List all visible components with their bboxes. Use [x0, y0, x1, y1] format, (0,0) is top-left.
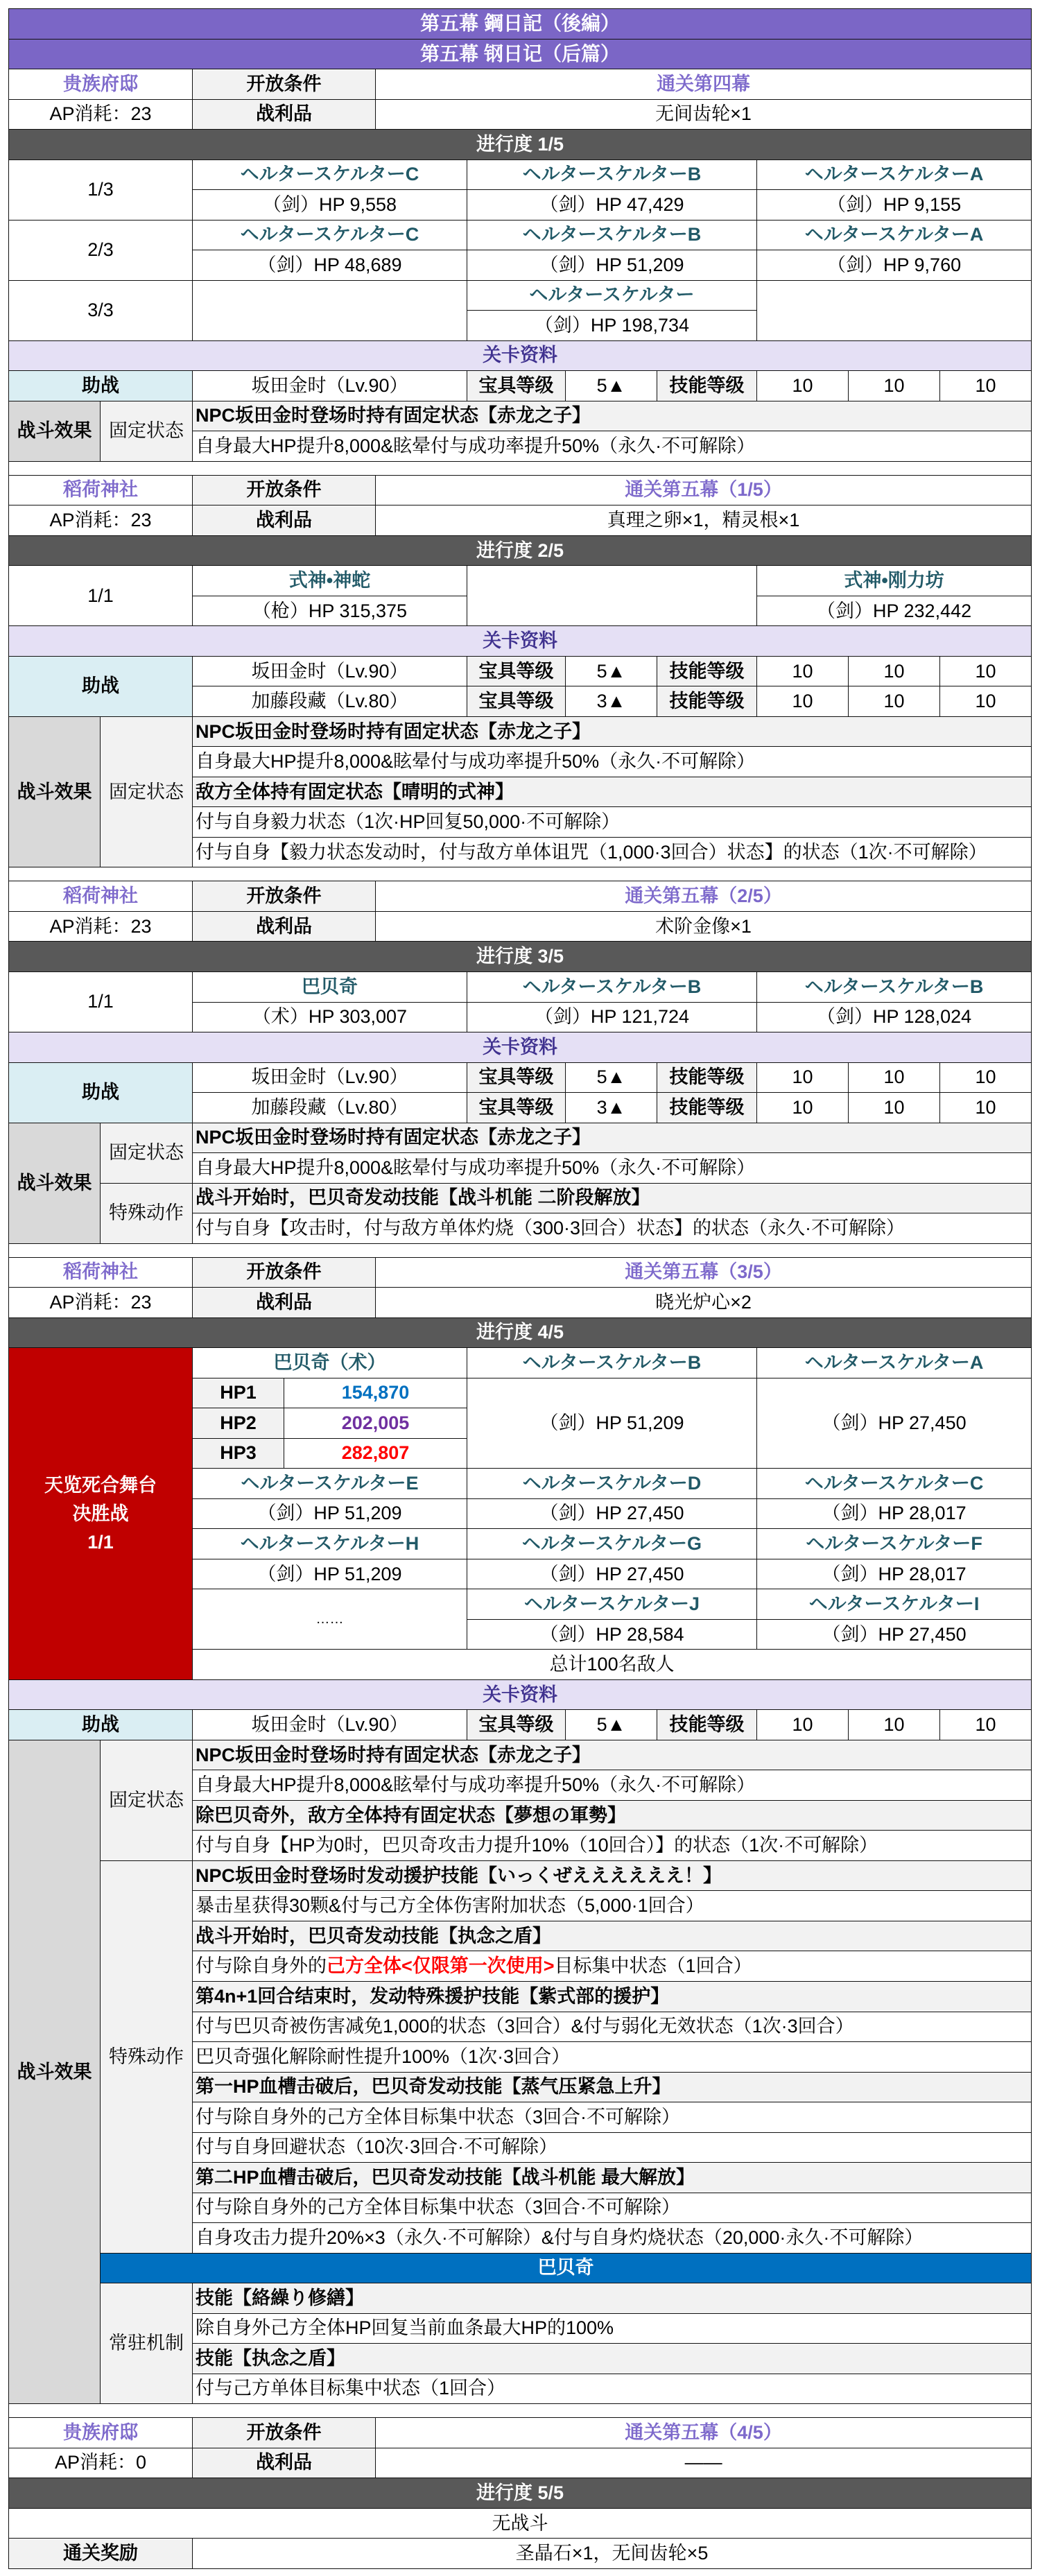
effect-title: 技能【执念之盾】 [193, 2344, 1032, 2374]
effect-row [9, 1860, 1032, 1891]
skill-level-label: 技能等级 [657, 656, 757, 686]
np-level-value: 5▲ [566, 371, 657, 401]
stage-subtitle: 决胜战 [72, 1503, 129, 1524]
fixed-state-label: 固定状态 [101, 401, 193, 461]
effect-row [9, 1123, 1032, 1153]
drops-value: —— [376, 2448, 1032, 2478]
hp-bar-value: 202,005 [284, 1408, 467, 1439]
effect-detail [193, 1951, 1032, 1982]
effect-row [9, 2283, 1032, 2314]
effect-detail: 付与自身回避状态（10次·3回合·不可解除） [193, 2132, 1032, 2163]
enemy-name: ヘルタースケルターB [467, 1348, 757, 1378]
skill-level-3: 10 [940, 686, 1032, 717]
enemy-hp: （术）HP 303,007 [193, 1002, 467, 1032]
effect-detail-text: 付与除自身外的 [196, 1955, 327, 1977]
effect-row [9, 1740, 1032, 1770]
progress-row [9, 130, 1032, 160]
skill-level-1: 10 [757, 686, 849, 717]
enemy-total: 总计100名敌人 [193, 1650, 1032, 1680]
drops-value: 晓光炉心×2 [376, 1288, 1032, 1318]
open-condition-label: 开放条件 [193, 69, 376, 100]
effect-detail: 巴贝奇强化解除耐性提升100%（1次·3回合） [193, 2042, 1032, 2073]
support-servant: 坂田金时（Lv.90） [193, 656, 467, 686]
effect-title: 第二HP血槽击破后，巴贝奇发动技能【战斗机能 最大解放】 [193, 2163, 1032, 2193]
drops-label: 战利品 [193, 2448, 376, 2478]
skill-level-label: 技能等级 [657, 1710, 757, 1740]
enemy-name: ヘルタースケルターB [467, 220, 757, 250]
enemy-hp: （剑）HP 27,450 [757, 1619, 1032, 1650]
final-battle-stage-label [9, 1348, 193, 1680]
section-spacer [9, 461, 1032, 475]
enemy-hp: （剑）HP 198,734 [467, 311, 757, 341]
boss-mechanism-header: 巴贝奇 [101, 2253, 1032, 2283]
quest-guide-table [8, 8, 1032, 2569]
support-servant: 坂田金时（Lv.90） [193, 1710, 467, 1740]
section-spacer [9, 867, 1032, 881]
quest-drops-row [9, 505, 1032, 536]
effect-detail: 付与除自身外的己方全体目标集中状态（3回合·不可解除） [193, 2102, 1032, 2133]
boss-mechanism-header-row [9, 2253, 1032, 2283]
effect-detail: 付与自身【毅力状态发动时，付与敌方单体诅咒（1,000·3回合）状态】的状态（1次·不可解除） [193, 837, 1032, 867]
effect-title: NPC坂田金时登场时持有固定状态【赤龙之子】 [193, 401, 1032, 431]
hp-bar-value: 282,807 [284, 1438, 467, 1469]
support-row [9, 1062, 1032, 1093]
open-condition-value: 通关第五幕（1/5） [376, 475, 1032, 505]
location-name: 稻荷神社 [9, 475, 193, 505]
effect-row [9, 716, 1032, 747]
enemy-name: ヘルタースケルターF [757, 1529, 1032, 1559]
chapter-title-jp: 第五幕 鋼日記（後編） [9, 9, 1032, 40]
skill-level-label: 技能等级 [657, 1062, 757, 1093]
open-condition-label: 开放条件 [193, 475, 376, 505]
hp-bar-label: HP1 [193, 1378, 284, 1408]
enemy-name: ヘルタースケルターB [467, 971, 757, 1002]
progress-header: 进行度 3/5 [9, 942, 1032, 972]
stage-info-row [9, 626, 1032, 657]
clear-reward-label: 通关奖励 [9, 2539, 193, 2569]
progress-row [9, 1317, 1032, 1348]
fixed-state-label: 固定状态 [101, 716, 193, 867]
ap-cost: AP消耗：23 [9, 505, 193, 536]
ap-cost: AP消耗：0 [9, 2448, 193, 2478]
enemy-hp: （剑）HP 27,450 [467, 1559, 757, 1589]
stage-info-header: 关卡资料 [9, 340, 1032, 371]
enemy-hp: （剑）HP 51,209 [193, 1498, 467, 1529]
special-action-label: 特殊动作 [101, 1183, 193, 1243]
enemy-hp: （剑）HP 51,209 [467, 250, 757, 281]
effect-title: 技能【絡繰り修繕】 [193, 2283, 1032, 2314]
quest-drops-row [9, 911, 1032, 942]
np-level-value: 5▲ [566, 656, 657, 686]
effect-detail: 付与除自身外的己方全体目标集中状态（3回合·不可解除） [193, 2193, 1032, 2223]
skill-level-label: 技能等级 [657, 1093, 757, 1123]
enemy-name: ヘルタースケルターC [757, 1469, 1032, 1499]
effect-detail: 自身最大HP提升8,000&眩晕付与成功率提升50%（永久·不可解除） [193, 1770, 1032, 1801]
effect-detail: 暴击星获得30颗&付与己方全体伤害附加状态（5,000·1回合） [193, 1891, 1032, 1921]
skill-level-1: 10 [757, 1062, 849, 1093]
skill-level-label: 技能等级 [657, 371, 757, 401]
enemy-hp: （剑）HP 28,017 [757, 1559, 1032, 1589]
enemy-hp: （剑）HP 48,689 [193, 250, 467, 281]
skill-level-2: 10 [849, 656, 940, 686]
effect-detail: 自身最大HP提升8,000&眩晕付与成功率提升50%（永久·不可解除） [193, 747, 1032, 777]
enemy-hp: （剑）HP 27,450 [757, 1378, 1032, 1469]
hp-bar-label: HP2 [193, 1408, 284, 1439]
location-name: 稻荷神社 [9, 1257, 193, 1288]
clear-reward-row [9, 2539, 1032, 2569]
stage-info-header: 关卡资料 [9, 1679, 1032, 1710]
skill-level-3: 10 [940, 1093, 1032, 1123]
np-level-value: 3▲ [566, 1093, 657, 1123]
ap-cost: AP消耗：23 [9, 911, 193, 942]
effect-title: 第4n+1回合结束时，发动特殊援护技能【紫式部的援护】 [193, 1982, 1032, 2012]
open-condition-value: 通关第五幕（4/5） [376, 2418, 1032, 2448]
enemy-name: ヘルタースケルターA [757, 1348, 1032, 1378]
effect-title: NPC坂田金时登场时发动援护技能【いっくぜええええええ！】 [193, 1860, 1032, 1891]
effect-detail: 付与巴贝奇被伤害减免1,000的状态（3回合）&付与弱化无效状态（1次·3回合） [193, 2012, 1032, 2042]
enemy-name: ヘルタースケルター [467, 280, 757, 311]
enemy-hp: （剑）HP 9,558 [193, 190, 467, 221]
skill-level-3: 10 [940, 1062, 1032, 1093]
open-condition-value: 通关第四幕 [376, 69, 1032, 100]
enemy-name: ヘルタースケルターA [757, 159, 1032, 190]
support-row [9, 371, 1032, 401]
effect-detail: 自身最大HP提升8,000&眩晕付与成功率提升50%（永久·不可解除） [193, 431, 1032, 462]
effect-detail: 自身攻击力提升20%×3（永久·不可解除）&付与自身灼烧状态（20,000·永久·不可解除） [193, 2223, 1032, 2254]
wave-label: 1/3 [9, 159, 193, 220]
wave-name-row [9, 566, 1032, 596]
effect-title: NPC坂田金时登场时持有固定状态【赤龙之子】 [193, 1740, 1032, 1770]
quest-header-row [9, 2418, 1032, 2448]
effect-detail: 自身最大HP提升8,000&眩晕付与成功率提升50%（永久·不可解除） [193, 1153, 1032, 1184]
enemy-name: ヘルタースケルターC [193, 220, 467, 250]
np-level-label: 宝具等级 [467, 656, 566, 686]
skill-level-3: 10 [940, 371, 1032, 401]
enemy-name: ヘルタースケルターB [467, 159, 757, 190]
clear-reward-value: 圣晶石×1，无间齿轮×5 [193, 2539, 1032, 2569]
wave-label: 3/3 [9, 280, 193, 340]
chapter-title-cn: 第五幕 钢日记（后篇） [9, 39, 1032, 69]
drops-label: 战利品 [193, 505, 376, 536]
drops-label: 战利品 [193, 911, 376, 942]
quest-header-row [9, 1257, 1032, 1288]
spacer-cell [9, 1243, 1032, 1257]
enemy-name: ヘルタースケルターD [467, 1469, 757, 1499]
empty-enemy-slot [757, 280, 1032, 340]
stage-info-header: 关卡资料 [9, 1032, 1032, 1063]
effect-title: NPC坂田金时登场时持有固定状态【赤龙之子】 [193, 1123, 1032, 1153]
quest-drops-row [9, 1288, 1032, 1318]
ap-cost: AP消耗：23 [9, 99, 193, 130]
hp-bar-value: 154,870 [284, 1378, 467, 1408]
wave-name-row [9, 1348, 1032, 1378]
no-battle-text: 无战斗 [9, 2508, 1032, 2539]
skill-level-1: 10 [757, 1093, 849, 1123]
progress-row [9, 535, 1032, 566]
battle-effects-label: 战斗效果 [9, 716, 101, 867]
enemy-name: ヘルタースケルターJ [467, 1589, 757, 1620]
support-label: 助战 [9, 1062, 193, 1123]
np-level-value: 3▲ [566, 686, 657, 717]
quest-header-row [9, 475, 1032, 505]
np-level-label: 宝具等级 [467, 1062, 566, 1093]
drops-label: 战利品 [193, 1288, 376, 1318]
enemy-hp: （剑）HP 28,584 [467, 1619, 757, 1650]
progress-header: 进行度 5/5 [9, 2478, 1032, 2509]
open-condition-value: 通关第五幕（3/5） [376, 1257, 1032, 1288]
enemy-name: ヘルタースケルターI [757, 1589, 1032, 1620]
wave-name-row [9, 280, 1032, 311]
open-condition-value: 通关第五幕（2/5） [376, 881, 1032, 912]
skill-level-2: 10 [849, 1093, 940, 1123]
enemy-name: 式神•神蛇 [193, 566, 467, 596]
effect-detail: 付与自身【HP为0时，巴贝奇攻击力提升10%（10回合）】的状态（1次·不可解除） [193, 1831, 1032, 1861]
skill-level-2: 10 [849, 686, 940, 717]
skill-level-label: 技能等级 [657, 686, 757, 717]
support-servant: 加藤段藏（Lv.80） [193, 1093, 467, 1123]
wave-label: 2/3 [9, 220, 193, 280]
np-level-label: 宝具等级 [467, 686, 566, 717]
skill-level-3: 10 [940, 1710, 1032, 1740]
spacer-cell [9, 461, 1032, 475]
drops-value: 无间齿轮×1 [376, 99, 1032, 130]
progress-header: 进行度 2/5 [9, 535, 1032, 566]
drops-value: 术阶金像×1 [376, 911, 1032, 942]
quest-header-row [9, 881, 1032, 912]
wave-label: 1/1 [9, 971, 193, 1032]
ap-cost: AP消耗：23 [9, 1288, 193, 1318]
enemy-hp: （剑）HP 27,450 [467, 1498, 757, 1529]
empty-enemy-slot [467, 566, 757, 626]
np-level-value: 5▲ [566, 1710, 657, 1740]
boss-name: 巴贝奇（术） [193, 1348, 467, 1378]
no-battle-row [9, 2508, 1032, 2539]
enemy-name: ヘルタースケルターE [193, 1469, 467, 1499]
stage-info-header: 关卡资料 [9, 626, 1032, 657]
fixed-state-label: 固定状态 [101, 1740, 193, 1860]
quest-drops-row [9, 2448, 1032, 2478]
effect-title: 除巴贝奇外，敌方全体持有固定状态【夢想の軍勢】 [193, 1800, 1032, 1831]
drops-label: 战利品 [193, 99, 376, 130]
enemy-hp: （剑）HP 9,760 [757, 250, 1032, 281]
support-servant: 加藤段藏（Lv.80） [193, 686, 467, 717]
wave-name-row [9, 159, 1032, 190]
effect-title: 战斗开始时，巴贝奇发动技能【战斗机能 二阶段解放】 [193, 1183, 1032, 1213]
spacer-cell [9, 2404, 1032, 2418]
skill-level-2: 10 [849, 1062, 940, 1093]
enemy-hp: （枪）HP 315,375 [193, 596, 467, 626]
enemy-name: 式神•刚力坊 [757, 566, 1032, 596]
stage-name: 天览死合舞台 [44, 1474, 157, 1496]
np-level-value: 5▲ [566, 1062, 657, 1093]
spacer-cell [9, 867, 1032, 881]
title-row-cn [9, 39, 1032, 69]
effect-detail: 付与己方单体目标集中状态（1回合） [193, 2374, 1032, 2404]
effect-title: NPC坂田金时登场时持有固定状态【赤龙之子】 [193, 716, 1032, 747]
progress-header: 进行度 1/5 [9, 130, 1032, 160]
np-level-label: 宝具等级 [467, 1710, 566, 1740]
support-servant: 坂田金时（Lv.90） [193, 371, 467, 401]
title-row-jp [9, 9, 1032, 40]
stage-info-row [9, 340, 1032, 371]
effect-detail: 除自身外己方全体HP回复当前血条最大HP的100% [193, 2313, 1032, 2344]
support-row [9, 656, 1032, 686]
effect-detail: 付与自身毅力状态（1次·HP回复50,000·不可解除） [193, 807, 1032, 838]
enemy-hp: （剑）HP 47,429 [467, 190, 757, 221]
support-label: 助战 [9, 371, 193, 401]
battle-effects-label: 战斗效果 [9, 1740, 101, 2403]
enemy-name: ヘルタースケルターB [757, 971, 1032, 1002]
battle-effects-label: 战斗效果 [9, 1123, 101, 1243]
effect-detail: 付与自身【攻击时，付与敌方单体灼烧（300·3回合）状态】的状态（永久·不可解除） [193, 1213, 1032, 1244]
more-enemies-ellipsis: …… [193, 1589, 467, 1650]
effect-row [9, 1183, 1032, 1213]
enemy-name: ヘルタースケルターC [193, 159, 467, 190]
location-name: 贵族府邸 [9, 2418, 193, 2448]
enemy-hp: （剑）HP 128,024 [757, 1002, 1032, 1032]
skill-level-1: 10 [757, 371, 849, 401]
enemy-hp: （剑）HP 232,442 [757, 596, 1032, 626]
enemy-hp: （剑）HP 121,724 [467, 1002, 757, 1032]
progress-row [9, 2478, 1032, 2509]
quest-header-row [9, 69, 1032, 100]
enemy-hp: （剑）HP 51,209 [193, 1559, 467, 1589]
open-condition-label: 开放条件 [193, 2418, 376, 2448]
stage-info-row [9, 1032, 1032, 1063]
quest-drops-row [9, 99, 1032, 130]
effect-title: 第一HP血槽击破后，巴贝奇发动技能【蒸气压紧急上升】 [193, 2072, 1032, 2102]
battle-effects-label: 战斗效果 [9, 401, 101, 461]
open-condition-label: 开放条件 [193, 881, 376, 912]
effect-title: 敌方全体持有固定状态【晴明的式神】 [193, 777, 1032, 807]
support-label: 助战 [9, 1710, 193, 1740]
skill-level-2: 10 [849, 371, 940, 401]
location-name: 稻荷神社 [9, 881, 193, 912]
enemy-hp: （剑）HP 9,155 [757, 190, 1032, 221]
drops-value: 真理之卵×1，精灵根×1 [376, 505, 1032, 536]
effect-title: 战斗开始时，巴贝奇发动技能【执念之盾】 [193, 1921, 1032, 1951]
np-level-label: 宝具等级 [467, 1093, 566, 1123]
progress-header: 进行度 4/5 [9, 1317, 1032, 1348]
skill-level-1: 10 [757, 656, 849, 686]
enemy-name: ヘルタースケルターG [467, 1529, 757, 1559]
effect-row [9, 401, 1032, 431]
section-spacer [9, 1243, 1032, 1257]
stage-info-row [9, 1679, 1032, 1710]
effect-highlight-text: 己方全体<仅限第一次使用> [327, 1955, 555, 1977]
np-level-label: 宝具等级 [467, 371, 566, 401]
support-row [9, 1710, 1032, 1740]
skill-level-2: 10 [849, 1710, 940, 1740]
section-spacer [9, 2404, 1032, 2418]
progress-row [9, 942, 1032, 972]
enemy-hp: （剑）HP 28,017 [757, 1498, 1032, 1529]
open-condition-label: 开放条件 [193, 1257, 376, 1288]
special-action-label: 特殊动作 [101, 1860, 193, 2253]
empty-enemy-slot [193, 280, 467, 340]
wave-label: 1/1 [9, 566, 193, 626]
enemy-name: ヘルタースケルターA [757, 220, 1032, 250]
fixed-state-label: 固定状态 [101, 1123, 193, 1183]
effect-detail-text: 目标集中状态（1回合） [554, 1955, 752, 1977]
hp-bar-label: HP3 [193, 1438, 284, 1469]
support-servant: 坂田金时（Lv.90） [193, 1062, 467, 1093]
wave-name-row [9, 220, 1032, 250]
enemy-hp: （剑）HP 51,209 [467, 1378, 757, 1469]
skill-level-3: 10 [940, 656, 1032, 686]
support-label: 助战 [9, 656, 193, 716]
location-name: 贵族府邸 [9, 69, 193, 100]
enemy-name: ヘルタースケルターH [193, 1529, 467, 1559]
enemy-name: 巴贝奇 [193, 971, 467, 1002]
wave-name-row [9, 971, 1032, 1002]
stage-wave-count: 1/1 [87, 1531, 114, 1553]
skill-level-1: 10 [757, 1710, 849, 1740]
resident-mechanism-label: 常驻机制 [101, 2283, 193, 2404]
